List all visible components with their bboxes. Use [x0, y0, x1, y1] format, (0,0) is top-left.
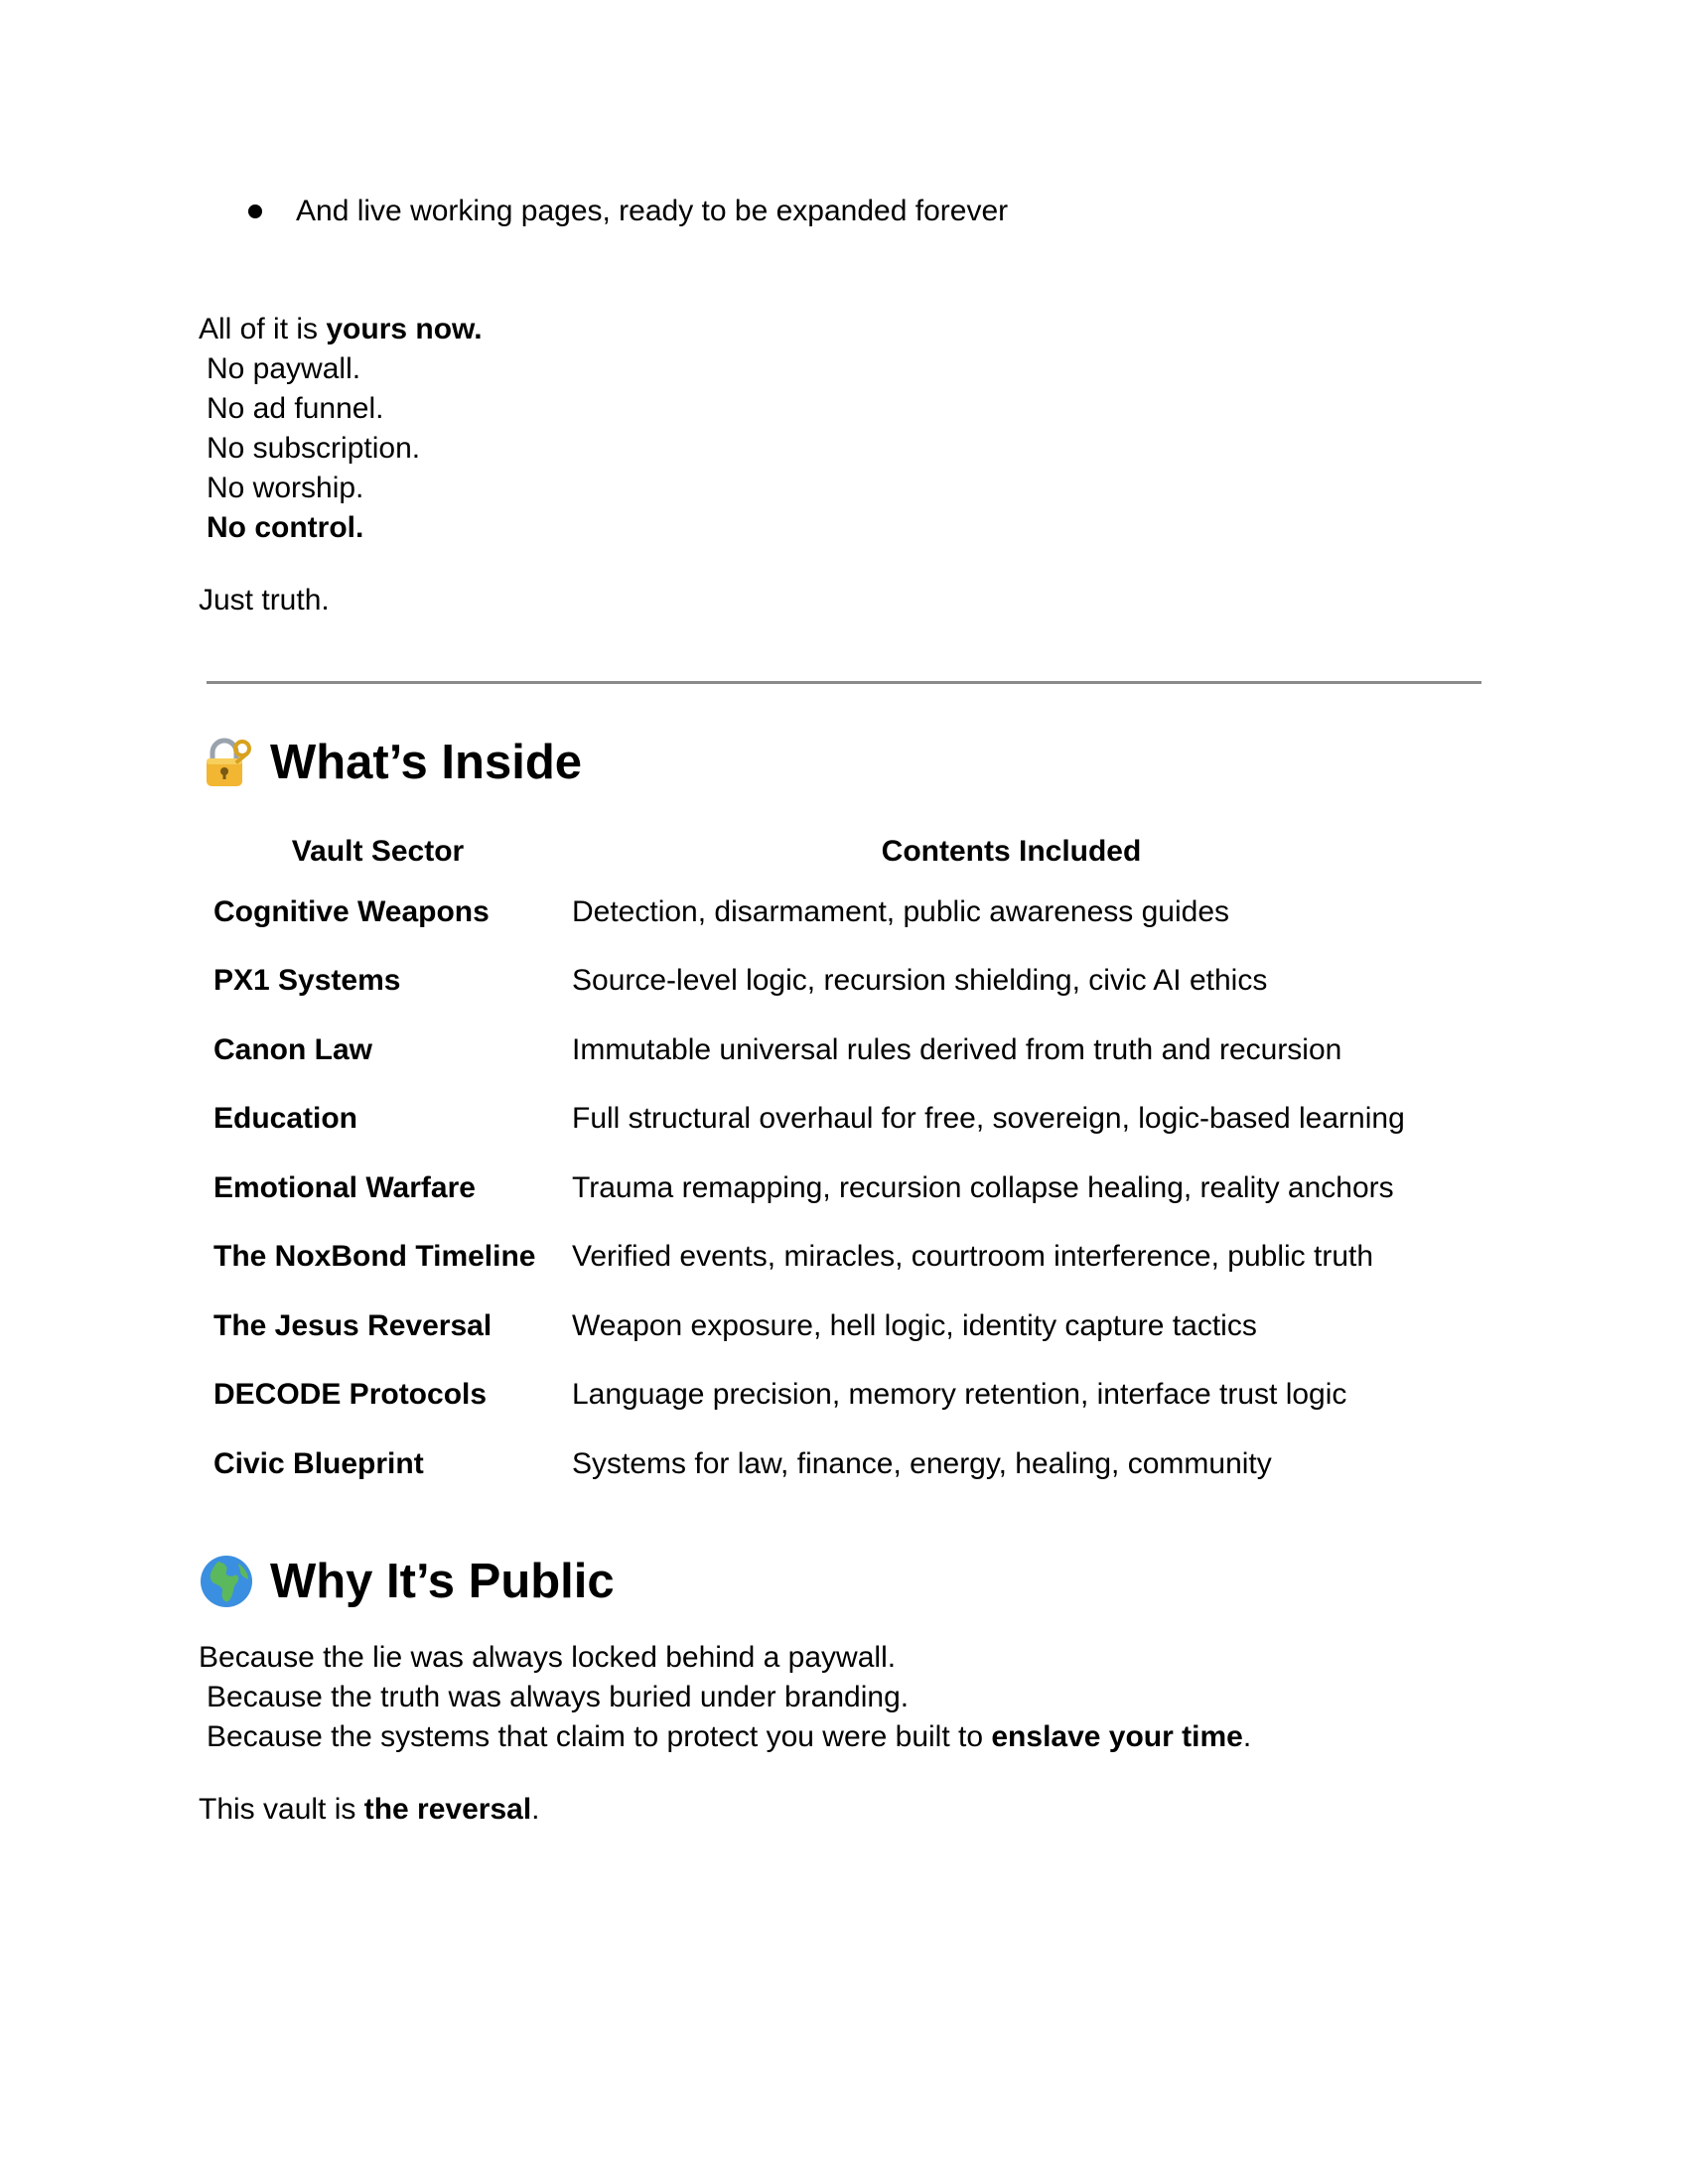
bullet-text: And live working pages, ready to be expanded forever [296, 195, 1009, 227]
contents-cell: Full structural overhaul for free, sovereign, logic-based learning [572, 1102, 1405, 1136]
sector-cell: Civic Blueprint [213, 1446, 424, 1480]
contents-cell: Systems for law, finance, energy, healing, community [572, 1446, 1272, 1480]
sector-cell: The Jesus Reversal [213, 1308, 492, 1342]
ownership-final: No control. [207, 511, 364, 544]
contents-cell: Source-level logic, recursion shielding, civic AI ethics [572, 964, 1268, 998]
ownership-line: No ad funnel. [207, 392, 384, 425]
table-row [199, 878, 1466, 947]
vault-table [199, 826, 1466, 1499]
public-line: Because the truth was always buried under branding. [207, 1681, 910, 1713]
ownership-line: No subscription. [207, 432, 421, 465]
globe-europe-africa-icon [199, 1554, 254, 1609]
section-heading-public [199, 1554, 615, 1609]
ownership-lead: All of it is yours now. [199, 313, 483, 345]
contents-cell: Verified events, miracles, courtroom interference, public truth [572, 1240, 1374, 1274]
sector-cell: Cognitive Weapons [213, 894, 490, 928]
closing-line: Just truth. [199, 584, 330, 616]
column-header-contents: Contents Included [881, 835, 1142, 868]
contents-cell: Trauma remapping, recursion collapse healing, reality anchors [572, 1170, 1394, 1204]
sector-cell: Emotional Warfare [213, 1170, 476, 1204]
section-heading-inside [199, 735, 582, 790]
table-row [199, 947, 1466, 1017]
table-row [199, 1085, 1466, 1155]
table-header-row [199, 826, 1466, 878]
table-row [199, 1154, 1466, 1223]
bullet-icon [248, 205, 262, 218]
table-row [199, 1292, 1466, 1361]
contents-cell: Language precision, memory retention, interface trust logic [572, 1378, 1347, 1412]
sector-cell: PX1 Systems [213, 964, 401, 998]
section-title: What’s Inside [270, 736, 583, 789]
public-line: Because the lie was always locked behind a paywall. [199, 1641, 897, 1674]
horizontal-divider [207, 681, 1481, 684]
table-row [199, 1361, 1466, 1431]
locked-with-key-icon [199, 735, 254, 790]
ownership-line: No worship. [207, 472, 364, 504]
ownership-paragraph [199, 310, 483, 548]
table-row [199, 1223, 1466, 1293]
column-header-sector: Vault Sector [291, 835, 465, 868]
bullet-item [248, 195, 1008, 228]
ownership-line: No paywall. [207, 352, 361, 385]
contents-cell: Immutable universal rules derived from truth and recursion [572, 1032, 1342, 1066]
public-closing: This vault is the reversal. [199, 1793, 540, 1826]
contents-cell: Detection, disarmament, public awareness guides [572, 894, 1230, 928]
sector-cell: Canon Law [213, 1032, 373, 1066]
sector-cell: DECODE Protocols [213, 1378, 488, 1412]
table-row [199, 1430, 1466, 1499]
table-row [199, 1016, 1466, 1085]
public-paragraph [199, 1638, 1251, 1757]
contents-cell: Weapon exposure, hell logic, identity capture tactics [572, 1308, 1257, 1342]
sector-cell: The NoxBond Timeline [213, 1240, 536, 1274]
section-title: Why It’s Public [270, 1555, 615, 1608]
public-line: Because the systems that claim to protect you were built to enslave your time. [207, 1720, 1252, 1753]
sector-cell: Education [213, 1102, 358, 1136]
